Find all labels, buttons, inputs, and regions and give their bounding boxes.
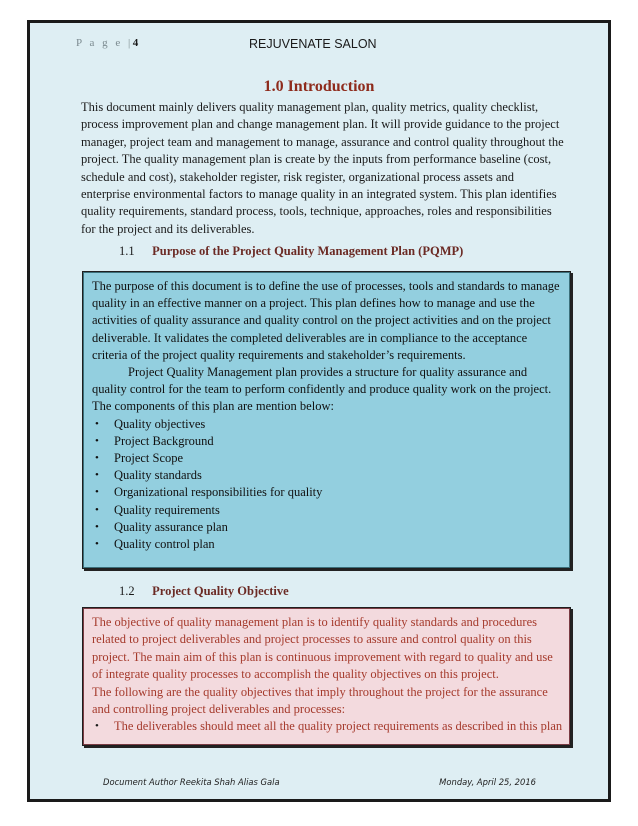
introduction-paragraph: This document mainly delivers quality management plan, quality metrics, quality checklist, process improvement plan and change management plan. It will provide guidance to the project manager, project team and management to manage, assurance and control quality throughout the project. The quality management plan is create by the inputs from performance baseline (cost, schedule and cost), stakeholder register, risk register, organizational process assets and enterprise environmental factors to manage quality in an integrated system. This plan identifies quality requirements, standard process, tools, technique, approaches, roles and responsibilities for the project and its deliverables. — [81, 100, 564, 236]
bullet-icon: • — [95, 538, 99, 551]
bullet-icon: • — [95, 452, 99, 465]
subsection-number: 1.1 — [119, 244, 135, 258]
subsection-title: Project Quality Objective — [152, 584, 289, 598]
subsection-title: Purpose of the Project Quality Management Plan (PQMP) — [152, 244, 464, 258]
subsection-heading-objective — [119, 584, 289, 599]
document-author: Document Author Reekita Shah Alias Gala — [103, 777, 280, 787]
list-item: • Quality control plan — [92, 536, 564, 553]
bullet-icon: • — [95, 417, 99, 430]
list-item: • Project Background — [92, 433, 564, 450]
purpose-paragraph-structure: Project Quality Management plan provides a structure for quality assurance and quality control for the team to perform confidently and produce quality work on the project. — [92, 365, 552, 397]
company-name: REJUVENATE SALON — [249, 37, 377, 51]
list-item: • Quality requirements — [92, 502, 564, 519]
list-item: • Quality assurance plan — [92, 519, 564, 536]
page-number: 4 — [132, 37, 139, 49]
document-page — [27, 20, 611, 802]
page-number-label: P a g e |4 — [76, 37, 139, 49]
objective-list-intro: The following are the quality objectives that imply throughout the project for the assurance and controlling project deliverables and processes: — [92, 684, 548, 717]
components-list — [92, 416, 564, 554]
page-footer — [103, 777, 568, 791]
objective-text-box — [82, 607, 571, 746]
bullet-icon: • — [95, 520, 99, 533]
purpose-paragraph: The purpose of this document is to define the use of processes, tools and standards to manage quality in an effective manner on a project. This plan defines how to manage and use the activities of quality assurance and quality control on the project activities and on the project deliverable. It validates the completed deliverables are in compliance to the acceptance criteria of the project quality requirements and stakeholder’s requirements. — [92, 279, 560, 362]
list-item: • Project Scope — [92, 450, 564, 467]
bullet-icon: • — [95, 720, 99, 733]
list-item: • Quality objectives — [92, 416, 564, 433]
purpose-text-box — [82, 271, 571, 569]
list-item: • The deliverables should meet all the quality project requirements as described in this plan — [92, 718, 564, 735]
subsection-number: 1.2 — [119, 584, 135, 598]
subsection-heading-purpose — [119, 244, 463, 259]
objective-paragraph: The objective of quality management plan is to identify quality standards and procedures related to project deliverables and project processes to assure and control quality on this project. The main aim of this plan is continuous improvement with regard to quality and use of integrate quality processes to accomplish the quality objectives on this project. — [92, 615, 553, 682]
components-intro: The components of this plan are mention below: — [92, 399, 334, 414]
section-heading-introduction: 1.0 Introduction — [263, 78, 375, 95]
bullet-icon: • — [95, 486, 99, 499]
document-date: Monday, April 25, 2016 — [439, 777, 536, 787]
objectives-list — [92, 718, 564, 735]
bullet-icon: • — [95, 503, 99, 516]
bullet-icon: • — [95, 469, 99, 482]
bullet-icon: • — [95, 434, 99, 447]
page-header — [76, 37, 598, 55]
list-item: • Organizational responsibilities for quality — [92, 484, 564, 501]
list-item: • Quality standards — [92, 467, 564, 484]
